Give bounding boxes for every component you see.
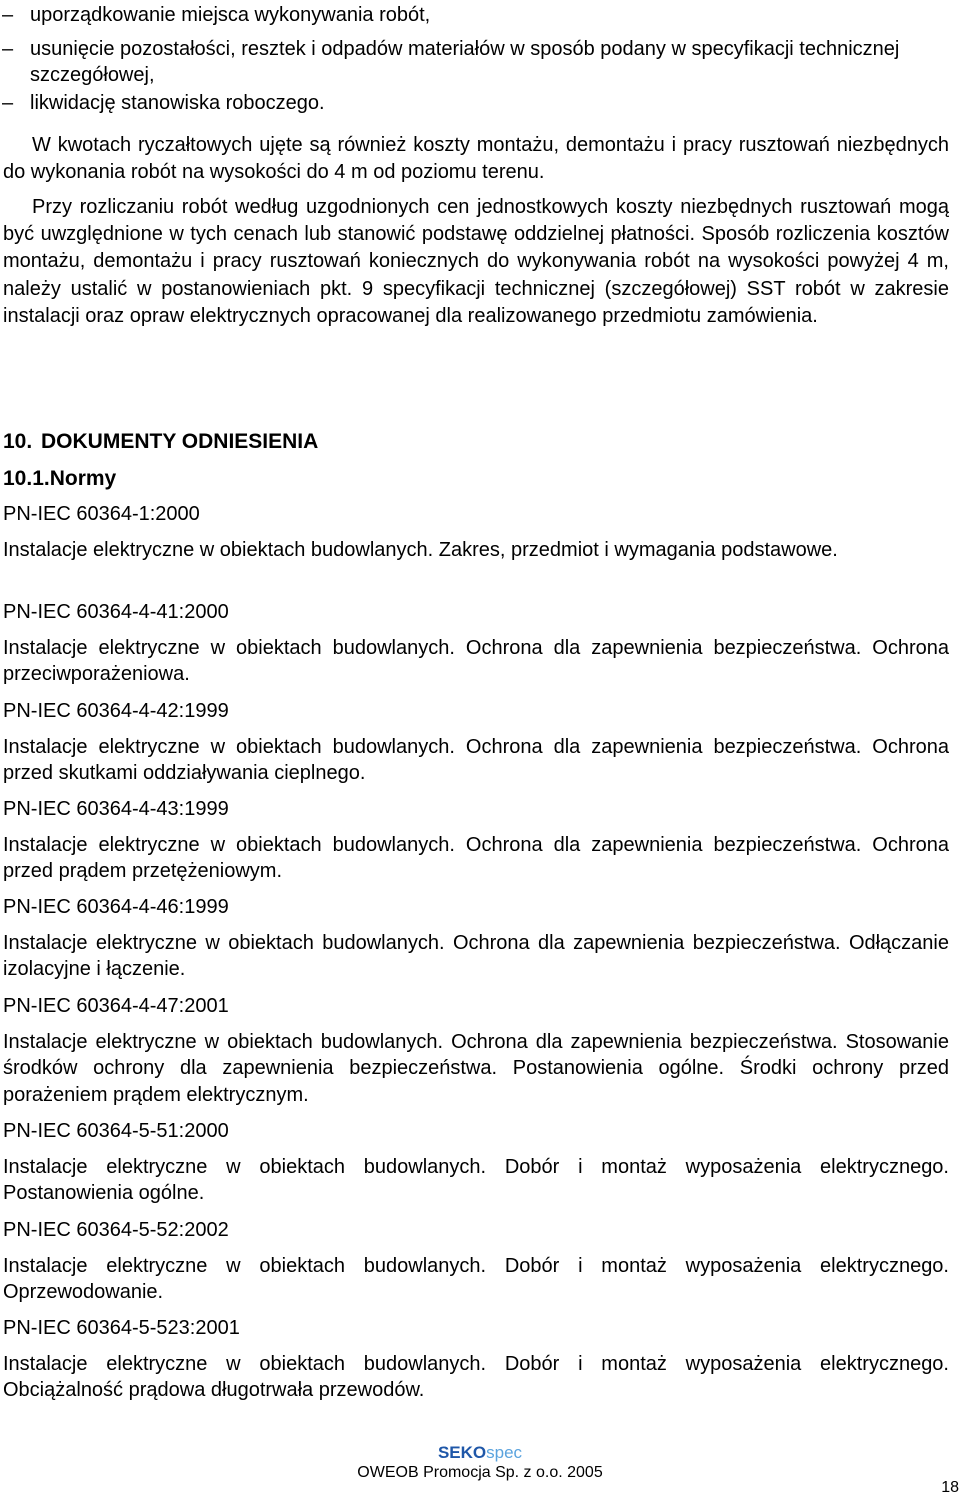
standard-code: PN-IEC 60364-4-41:2000 bbox=[3, 601, 229, 623]
dash-marker: – bbox=[2, 38, 14, 60]
page-number: 18 bbox=[941, 1479, 959, 1496]
standard-description: Instalacje elektryczne w obiektach budowlanych. Ochrona dla zapewnienia bezpieczeństwa. Ochrona przed skutkami oddziaływania cieplnego. bbox=[3, 736, 949, 784]
brand-logo bbox=[0, 1443, 960, 1463]
section-title: DOKUMENTY ODNIESIENIA bbox=[41, 430, 319, 453]
paragraph: Przy rozliczaniu robót według uzgodnionych cen jednostkowych koszty niezbędnych rusztowań mogą być uwzględnione w tych cenach lub stanowić podstawę oddzielnej płatności. Sposób rozliczenia kosztów montażu, demontażu i pracy rusztowań koniecznych do wykonywania robót na wysokości powyżej 4 m, należy ustalić w postanowieniach pkt. 9 specyfikacji technicznej (szczegółowej) SST robót w zakresie instalacji oraz opraw elektrycznych opracowanej dla realizowanego przedmiotu zamówienia. bbox=[3, 196, 949, 327]
bullet-item bbox=[0, 90, 952, 116]
page-footer bbox=[0, 1443, 960, 1483]
dash-marker: – bbox=[2, 92, 14, 114]
bullet-item bbox=[0, 2, 952, 28]
dash-marker: – bbox=[2, 4, 14, 26]
footer-company: OWEOB Promocja Sp. z o.o. 2005 bbox=[357, 1464, 603, 1481]
standard-code: PN-IEC 60364-1:2000 bbox=[3, 503, 200, 525]
subsection-title: Normy bbox=[49, 467, 117, 490]
bullet-text: uporządkowanie miejsca wykonywania robót, bbox=[30, 4, 431, 26]
standard-description: Instalacje elektryczne w obiektach budowlanych. Zakres, przedmiot i wymagania podstawowe. bbox=[3, 539, 838, 561]
standard-code: PN-IEC 60364-5-51:2000 bbox=[3, 1120, 229, 1142]
standard-description: Instalacje elektryczne w obiektach budowlanych. Ochrona dla zapewnienia bezpieczeństwa. Stosowanie środków ochrony dla zapewnienia bezpieczeństwa. Postanowienia ogólne. Środki ochrony przed porażeniem prądem elektrycznym. bbox=[3, 1031, 949, 1106]
brand-logo-part2: spec bbox=[486, 1443, 523, 1462]
standard-description: Instalacje elektryczne w obiektach budowlanych. Dobór i montaż wyposażenia elektrycznego. Obciążalność prądowa długotrwała przewodów. bbox=[3, 1353, 949, 1401]
standard-description: Instalacje elektryczne w obiektach budowlanych. Ochrona dla zapewnienia bezpieczeństwa. Ochrona przed prądem przetężeniowym. bbox=[3, 834, 949, 882]
paragraph: W kwotach ryczałtowych ujęte są również koszty montażu, demontażu i pracy rusztowań niezbędnych do wykonania robót na wysokości do 4 m od poziomu terenu. bbox=[3, 134, 949, 184]
standard-description: Instalacje elektryczne w obiektach budowlanych. Ochrona dla zapewnienia bezpieczeństwa. Ochrona przeciwporażeniowa. bbox=[3, 637, 949, 685]
standard-code: PN-IEC 60364-4-47:2001 bbox=[3, 995, 229, 1017]
section-heading bbox=[3, 429, 318, 455]
standard-code: PN-IEC 60364-4-46:1999 bbox=[3, 896, 229, 918]
section-number: 10. bbox=[3, 430, 33, 453]
standard-description: Instalacje elektryczne w obiektach budowlanych. Ochrona dla zapewnienia bezpieczeństwa. Odłączanie izolacyjne i łączenie. bbox=[3, 932, 949, 980]
bullet-text: usunięcie pozostałości, resztek i odpadów materiałów w sposób podany w specyfikacji technicznej szczegółowej, bbox=[30, 38, 900, 86]
subsection-number: 10.1. bbox=[3, 467, 50, 490]
standard-description: Instalacje elektryczne w obiektach budowlanych. Dobór i montaż wyposażenia elektrycznego. Oprzewodowanie. bbox=[3, 1255, 949, 1303]
standard-description: Instalacje elektryczne w obiektach budowlanych. Dobór i montaż wyposażenia elektrycznego. Postanowienia ogólne. bbox=[3, 1156, 949, 1204]
bullet-text: likwidację stanowiska roboczego. bbox=[30, 92, 325, 114]
standard-code: PN-IEC 60364-5-52:2002 bbox=[3, 1219, 229, 1241]
brand-logo-part1: SEKO bbox=[437, 1443, 487, 1462]
bullet-item bbox=[0, 36, 952, 88]
standard-code: PN-IEC 60364-5-523:2001 bbox=[3, 1317, 240, 1339]
subsection-heading bbox=[3, 466, 116, 492]
standard-code: PN-IEC 60364-4-42:1999 bbox=[3, 700, 229, 722]
standard-code: PN-IEC 60364-4-43:1999 bbox=[3, 798, 229, 820]
